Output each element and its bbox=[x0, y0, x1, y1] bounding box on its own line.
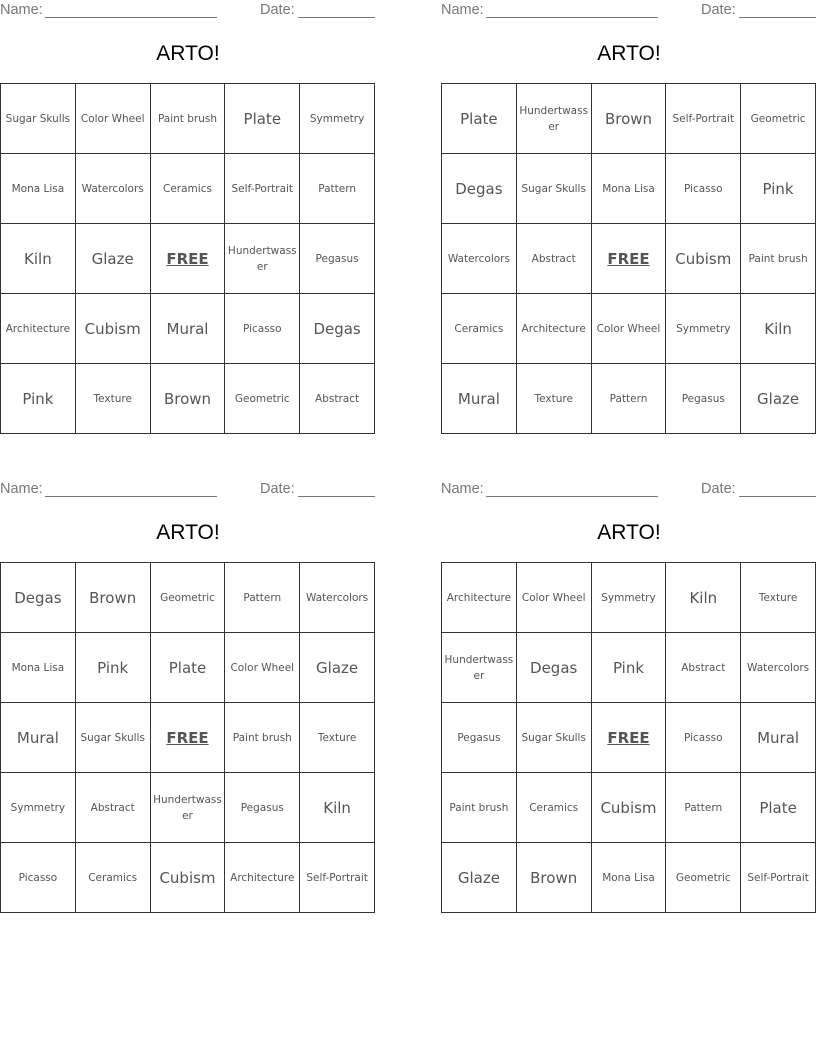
bingo-cell: Pattern bbox=[592, 364, 667, 434]
card-header bbox=[0, 479, 376, 501]
bingo-cell: Abstract bbox=[300, 364, 375, 434]
bingo-cell: Architecture bbox=[442, 563, 517, 633]
bingo-cell: Picasso bbox=[666, 703, 741, 773]
bingo-cell: Cubism bbox=[666, 224, 741, 294]
bingo-cell: Symmetry bbox=[300, 84, 375, 154]
name-line[interactable] bbox=[45, 496, 217, 497]
card-header bbox=[0, 0, 376, 22]
bingo-cell: Paint brush bbox=[741, 224, 816, 294]
bingo-cell: Pattern bbox=[666, 773, 741, 843]
bingo-cell: Watercolors bbox=[741, 633, 816, 703]
bingo-cell: Abstract bbox=[76, 773, 151, 843]
free-cell: FREE bbox=[592, 703, 667, 773]
date-line[interactable] bbox=[298, 17, 375, 18]
bingo-cell: Texture bbox=[300, 703, 375, 773]
bingo-cell: Hundertwasser bbox=[225, 224, 300, 294]
bingo-cell: Texture bbox=[76, 364, 151, 434]
bingo-cell: Pegasus bbox=[666, 364, 741, 434]
date-line[interactable] bbox=[739, 17, 816, 18]
bingo-cell: Paint brush bbox=[225, 703, 300, 773]
bingo-cell: Symmetry bbox=[1, 773, 76, 843]
bingo-cell: Plate bbox=[741, 773, 816, 843]
date-label: Date: bbox=[260, 2, 295, 18]
card-title: ARTO! bbox=[156, 521, 220, 544]
date-label: Date: bbox=[701, 481, 736, 497]
bingo-cell: Degas bbox=[1, 563, 76, 633]
bingo-cell: Brown bbox=[151, 364, 226, 434]
bingo-cell: Cubism bbox=[76, 294, 151, 364]
bingo-cell: Pegasus bbox=[300, 224, 375, 294]
bingo-grid bbox=[0, 562, 375, 913]
bingo-cell: Kiln bbox=[666, 563, 741, 633]
bingo-cell: Mural bbox=[151, 294, 226, 364]
bingo-cell: Sugar Skulls bbox=[1, 84, 76, 154]
bingo-cell: Plate bbox=[225, 84, 300, 154]
bingo-cell: Degas bbox=[300, 294, 375, 364]
bingo-cell: Abstract bbox=[517, 224, 592, 294]
bingo-cell: Geometric bbox=[741, 84, 816, 154]
bingo-cell: Geometric bbox=[225, 364, 300, 434]
bingo-cell: Symmetry bbox=[592, 563, 667, 633]
card-title: ARTO! bbox=[597, 42, 661, 65]
bingo-cell: Glaze bbox=[300, 633, 375, 703]
bingo-cell: Degas bbox=[517, 633, 592, 703]
name-label: Name: bbox=[441, 481, 484, 497]
bingo-cell: Mona Lisa bbox=[1, 154, 76, 224]
date-line[interactable] bbox=[298, 496, 375, 497]
name-label: Name: bbox=[0, 2, 43, 18]
bingo-cell: Ceramics bbox=[76, 843, 151, 913]
bingo-cell: Mona Lisa bbox=[592, 843, 667, 913]
bingo-cell: Pattern bbox=[300, 154, 375, 224]
bingo-cell: Plate bbox=[442, 84, 517, 154]
bingo-cell: Pink bbox=[741, 154, 816, 224]
bingo-grid bbox=[0, 83, 375, 434]
bingo-cell: Abstract bbox=[666, 633, 741, 703]
free-cell: FREE bbox=[151, 224, 226, 294]
card-title: ARTO! bbox=[156, 42, 220, 65]
bingo-cell: Architecture bbox=[1, 294, 76, 364]
bingo-cell: Pegasus bbox=[225, 773, 300, 843]
bingo-cell: Texture bbox=[517, 364, 592, 434]
bingo-cell: Degas bbox=[442, 154, 517, 224]
bingo-cell: Ceramics bbox=[517, 773, 592, 843]
bingo-cell: Pink bbox=[592, 633, 667, 703]
bingo-cell: Picasso bbox=[225, 294, 300, 364]
bingo-cell: Color Wheel bbox=[76, 84, 151, 154]
bingo-cell: Color Wheel bbox=[225, 633, 300, 703]
bingo-cell: Cubism bbox=[592, 773, 667, 843]
bingo-cell: Sugar Skulls bbox=[517, 703, 592, 773]
bingo-cell: Paint brush bbox=[442, 773, 517, 843]
bingo-cell: Watercolors bbox=[442, 224, 517, 294]
bingo-cell: Color Wheel bbox=[517, 563, 592, 633]
bingo-cell: Pegasus bbox=[442, 703, 517, 773]
bingo-cell: Color Wheel bbox=[592, 294, 667, 364]
bingo-cell: Hundertwasser bbox=[151, 773, 226, 843]
free-cell: FREE bbox=[151, 703, 226, 773]
bingo-cell: Watercolors bbox=[76, 154, 151, 224]
name-line[interactable] bbox=[45, 17, 217, 18]
bingo-cell: Glaze bbox=[442, 843, 517, 913]
bingo-cell: Self-Portrait bbox=[741, 843, 816, 913]
bingo-cell: Architecture bbox=[225, 843, 300, 913]
date-label: Date: bbox=[260, 481, 295, 497]
card-header bbox=[441, 0, 816, 22]
bingo-cell: Mural bbox=[741, 703, 816, 773]
bingo-cell: Glaze bbox=[76, 224, 151, 294]
name-line[interactable] bbox=[486, 17, 658, 18]
bingo-cell: Brown bbox=[592, 84, 667, 154]
bingo-cell: Mural bbox=[442, 364, 517, 434]
free-cell: FREE bbox=[592, 224, 667, 294]
bingo-cell: Kiln bbox=[300, 773, 375, 843]
bingo-cell: Mural bbox=[1, 703, 76, 773]
bingo-grid bbox=[441, 562, 816, 913]
bingo-cell: Paint brush bbox=[151, 84, 226, 154]
bingo-cell: Mona Lisa bbox=[592, 154, 667, 224]
card-title: ARTO! bbox=[597, 521, 661, 544]
bingo-cell: Watercolors bbox=[300, 563, 375, 633]
bingo-cell: Pink bbox=[76, 633, 151, 703]
bingo-cell: Mona Lisa bbox=[1, 633, 76, 703]
bingo-cell: Picasso bbox=[1, 843, 76, 913]
bingo-cell: Picasso bbox=[666, 154, 741, 224]
bingo-cell: Kiln bbox=[1, 224, 76, 294]
card-header bbox=[441, 479, 816, 501]
bingo-cell: Geometric bbox=[666, 843, 741, 913]
bingo-cell: Texture bbox=[741, 563, 816, 633]
bingo-cell: Sugar Skulls bbox=[76, 703, 151, 773]
bingo-cell: Hundertwasser bbox=[442, 633, 517, 703]
bingo-cell: Self-Portrait bbox=[300, 843, 375, 913]
bingo-cell: Geometric bbox=[151, 563, 226, 633]
name-line[interactable] bbox=[486, 496, 658, 497]
bingo-cell: Hundertwasser bbox=[517, 84, 592, 154]
bingo-cell: Self-Portrait bbox=[666, 84, 741, 154]
bingo-cell: Self-Portrait bbox=[225, 154, 300, 224]
bingo-cell: Symmetry bbox=[666, 294, 741, 364]
bingo-cell: Kiln bbox=[741, 294, 816, 364]
bingo-cell: Brown bbox=[76, 563, 151, 633]
bingo-cell: Cubism bbox=[151, 843, 226, 913]
bingo-cell: Brown bbox=[517, 843, 592, 913]
bingo-cell: Sugar Skulls bbox=[517, 154, 592, 224]
bingo-cell: Architecture bbox=[517, 294, 592, 364]
bingo-cell: Plate bbox=[151, 633, 226, 703]
date-line[interactable] bbox=[739, 496, 816, 497]
bingo-cell: Ceramics bbox=[442, 294, 517, 364]
name-label: Name: bbox=[0, 481, 43, 497]
bingo-cell: Pattern bbox=[225, 563, 300, 633]
date-label: Date: bbox=[701, 2, 736, 18]
name-label: Name: bbox=[441, 2, 484, 18]
bingo-cell: Glaze bbox=[741, 364, 816, 434]
bingo-cell: Ceramics bbox=[151, 154, 226, 224]
bingo-grid bbox=[441, 83, 816, 434]
bingo-cell: Pink bbox=[1, 364, 76, 434]
